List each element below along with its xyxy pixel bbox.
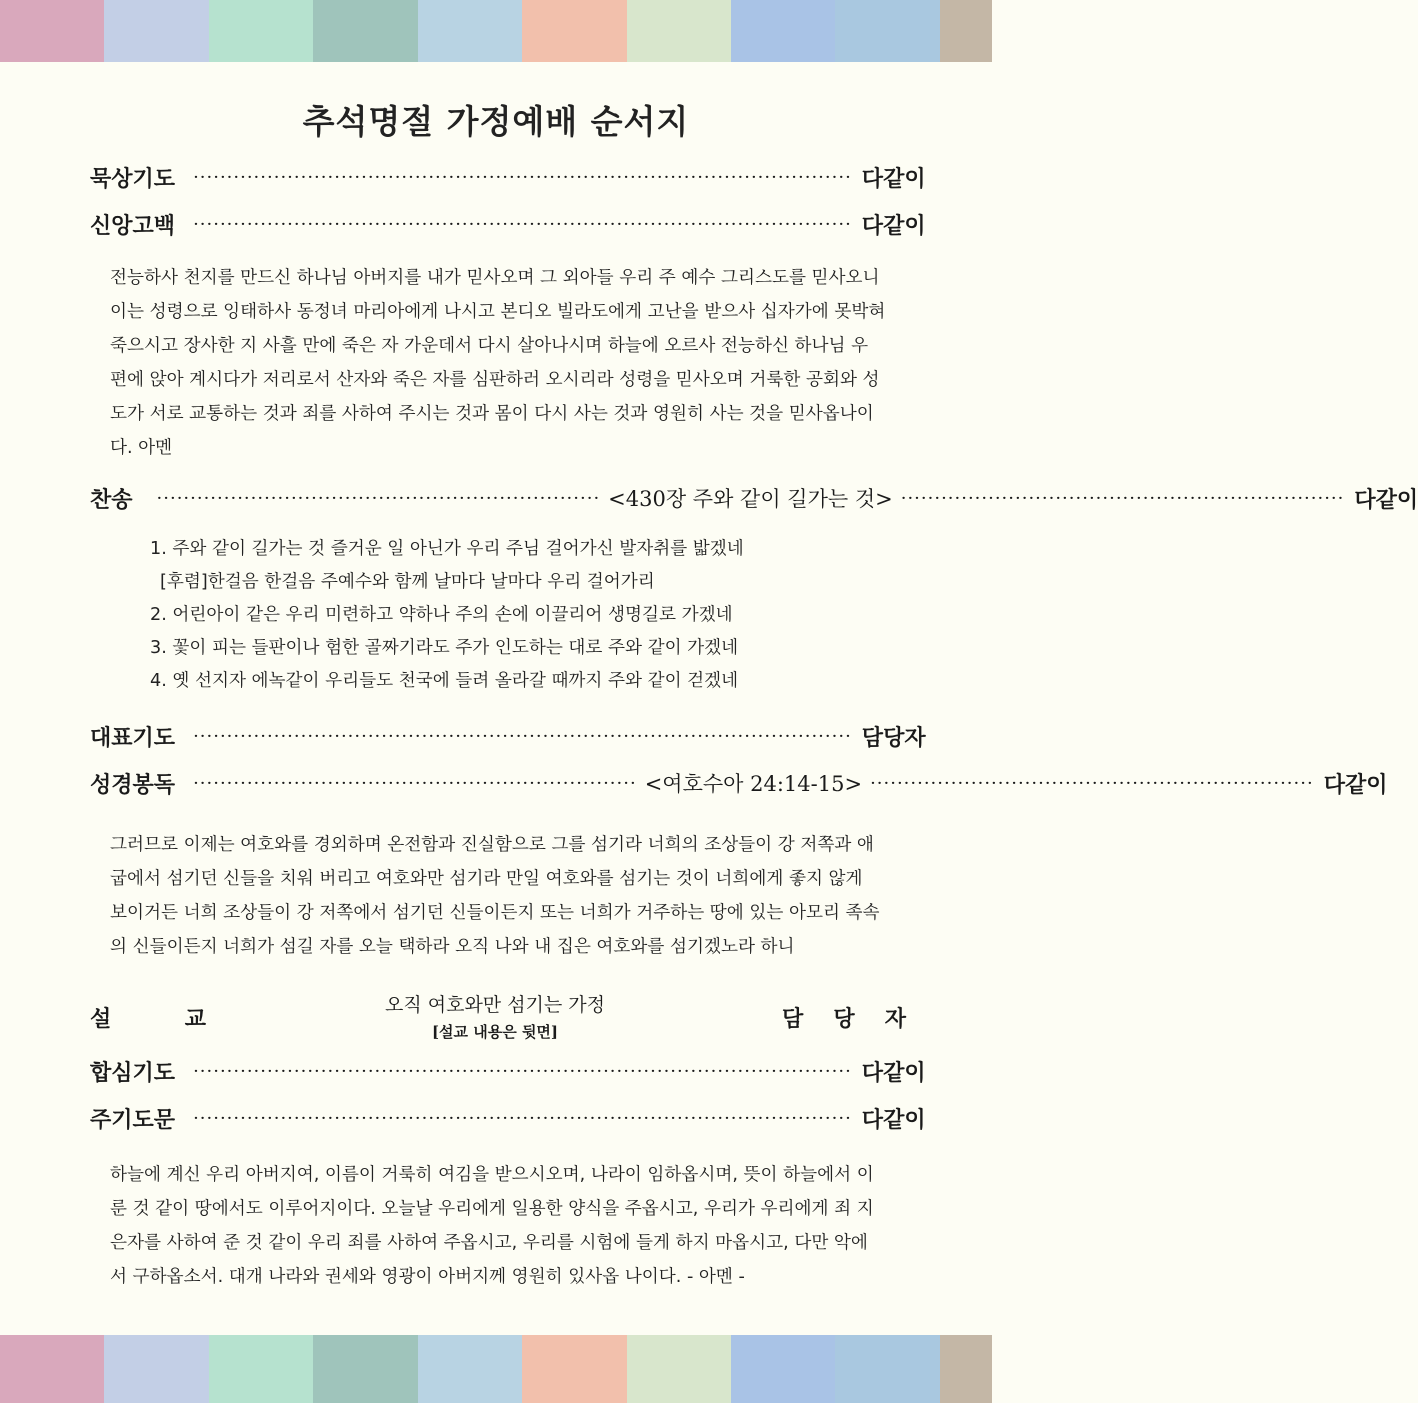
text-segment: 담 (782, 1005, 804, 1032)
leader-dots: ·································································································· (193, 1060, 852, 1082)
text-segment: 백 (153, 212, 176, 239)
text-segment: 심 (111, 1059, 133, 1086)
text-segment: 하늘에 계신 우리 아버지여, 이름이 거룩히 여김을 받으시오며, 나라이 임하옵시며, 뜻이 하늘에서 이 (110, 1165, 874, 1185)
row-performer (862, 209, 926, 240)
band-swatch (104, 1335, 208, 1403)
text-segment: 독 (153, 771, 176, 798)
band-swatch (522, 0, 626, 62)
row-label (90, 1056, 183, 1087)
text-segment: 2. 어린아이 같은 우리 미련하고 약하나 주의 손에 이끌리어 생명길로 가겠네 (150, 605, 733, 625)
text-segment: 같 (883, 1106, 905, 1133)
text-segment: 1. 주와 같이 길가는 것 즐거운 일 아닌가 우리 주님 걸어가신 발자취를 밟겠네 (150, 539, 744, 559)
text-segment: 기 (132, 1059, 154, 1086)
band-swatch (209, 0, 313, 62)
scripture-text (110, 828, 888, 964)
row-performer (1324, 768, 1388, 799)
text-segment: 죽으시고 장사한 지 사흘 만에 죽은 자 가운데서 다시 살아나시며 하늘에 오르사 전능하신 하나님 우 (110, 336, 869, 356)
lords-prayer-text (110, 1158, 888, 1294)
text-segment: 룬 것 같이 땅에서도 이루어지이다. 오늘날 우리에게 일용한 양식을 주옵시고, 우리가 우리에게 죄 지 (110, 1199, 874, 1219)
text-segment: 같 (883, 165, 905, 192)
band-swatch (940, 0, 992, 62)
band-swatch (731, 0, 835, 62)
text-segment: 편에 앉아 계시다가 저리로서 산자와 죽은 자를 심판하러 오시리라 성령을 믿사오며 거룩한 공회와 성 (110, 370, 880, 390)
band-swatch (522, 1335, 626, 1403)
page-title: 추석명절 가정예배 순서지 (302, 102, 690, 141)
text-segment: 상 (111, 165, 133, 192)
top-color-band (0, 0, 992, 62)
text-segment: 도 (153, 1059, 176, 1086)
order-row-unison-prayer (90, 1054, 926, 1088)
order-row-lords-prayer (90, 1101, 926, 1135)
order-row-creed (90, 207, 926, 241)
text-segment: 봉 (132, 771, 154, 798)
text-segment: 고 (132, 212, 154, 239)
band-swatch (731, 1335, 835, 1403)
text-segment: 신 (90, 212, 112, 239)
text-segment: 기 (132, 724, 154, 751)
bottom-color-band (0, 1335, 992, 1403)
band-swatch (940, 1335, 992, 1403)
leader-dots: ·································································································· (193, 213, 852, 235)
text-segment: 송 (111, 486, 133, 513)
text-segment: 찬 (90, 486, 112, 513)
text-segment: 같 (1375, 486, 1397, 513)
text-segment: 의 신들이든지 너희가 섬길 자를 오늘 택하라 오직 나와 내 집은 여호와를 섬기겠노라 하니 (110, 937, 795, 957)
text-segment: 이는 성령으로 잉태하사 동정녀 마리아에게 나시고 본디오 빌라도에게 고난을 받으사 십자가에 못박혀 (110, 302, 886, 322)
text-segment: 이 (1396, 486, 1418, 513)
hymn-lyrics (150, 533, 850, 698)
text-segment: 다 (1354, 486, 1376, 513)
band-swatch (835, 0, 939, 62)
text-segment: [후렴]한걸음 한걸음 주예수와 함께 날마다 날마다 우리 걸어가리 (160, 572, 655, 592)
band-swatch (0, 0, 104, 62)
row-performer (862, 162, 926, 193)
row-performer (782, 1002, 906, 1033)
text-segment: 도 (153, 165, 176, 192)
row-label (90, 768, 183, 799)
text-segment: 대 (90, 724, 112, 751)
text-segment: 앙 (111, 212, 133, 239)
order-row-hymn (90, 481, 1418, 515)
band-swatch (104, 0, 208, 62)
band-swatch (418, 1335, 522, 1403)
text-segment: 이 (904, 1059, 926, 1086)
text-segment: 굽에서 섬기던 신들을 치워 버리고 여호와만 섬기라 만일 여호와를 섬기는 것이 너희에게 좋지 않게 (110, 869, 863, 889)
text-segment: 전능하사 천지를 만드신 하나님 아버지를 내가 믿사오며 그 외아들 우리 주 예수 그리스도를 믿사오니 (110, 268, 880, 288)
band-swatch (627, 1335, 731, 1403)
text-segment: 다 (861, 1106, 884, 1133)
text-segment: 묵 (90, 165, 112, 192)
row-performer (862, 1056, 926, 1087)
sermon-note: [설교 내용은 뒷면] (431, 1023, 559, 1041)
text-segment: 문 (153, 1106, 176, 1133)
text-segment: 다 (861, 165, 884, 192)
text-segment: 3. 꽃이 피는 들판이나 험한 골짜기라도 주가 인도하는 대로 주와 같이 가겠네 (150, 638, 739, 658)
row-label (90, 483, 147, 514)
text-segment: 당 (833, 1005, 855, 1032)
text-segment: 이 (904, 1106, 926, 1133)
row-label (90, 209, 183, 240)
text-segment: 표 (111, 724, 133, 751)
text-segment: 자 (904, 724, 926, 751)
text-segment: 기 (111, 1106, 133, 1133)
row-performer (862, 721, 926, 752)
leader-dots: ·································································································· (193, 1107, 852, 1129)
leader-dots: ·································································· (193, 772, 637, 794)
text-segment: 자 (884, 1005, 906, 1032)
text-segment: 같 (883, 212, 905, 239)
text-segment: 도가 서로 교통하는 것과 죄를 사하여 주시는 것과 몸이 다시 사는 것과 영원히 사는 것을 믿사옵나이 (110, 404, 874, 424)
text-segment: 성 (90, 771, 112, 798)
text-segment: 기 (132, 165, 154, 192)
row-label (90, 162, 183, 193)
band-swatch (835, 1335, 939, 1403)
leader-dots: ·································································· (156, 487, 601, 509)
leader-dots: ·································································· (900, 487, 1345, 509)
text-segment: 이 (1366, 771, 1388, 798)
text-segment: 보이거든 너희 조상들이 강 저쪽에서 섬기던 신들이든지 또는 너희가 거주하는 땅에 있는 아모리 족속 (110, 903, 880, 923)
order-row-scripture (90, 766, 1388, 800)
order-row-prayer (90, 719, 926, 753)
row-performer (1354, 483, 1418, 514)
text-segment: 그러므로 이제는 여호와를 경외하며 온전함과 진실함으로 그를 섬기라 너희의 조상들이 강 저쪽과 애 (110, 835, 874, 855)
order-row-meditation (90, 160, 926, 194)
hymn-title: <430장 주와 같이 길가는 것> (608, 487, 893, 511)
text-segment: 다. 아멘 (110, 438, 173, 458)
row-label (90, 721, 183, 752)
row-performer (862, 1103, 926, 1134)
text-segment: 다 (1323, 771, 1345, 798)
text-segment: 같 (1344, 771, 1367, 798)
text-segment: 도 (153, 724, 176, 751)
text-segment: 경 (111, 771, 133, 798)
band-swatch (209, 1335, 313, 1403)
text-segment: 다 (861, 1059, 884, 1086)
leader-dots: ·································································································· (193, 166, 852, 188)
text-segment: 은자를 사하여 준 것 같이 우리 죄를 사하여 주옵시고, 우리를 시험에 들게 하지 마옵시고, 다만 악에 (110, 1233, 868, 1253)
text-segment: 교 (184, 1005, 206, 1032)
scripture-reference: <여호수아 24:14-15> (644, 772, 863, 796)
sermon-title: 오직 여호와만 섬기는 가정 (384, 994, 605, 1016)
text-segment: 이 (904, 165, 926, 192)
leader-dots: ·································································································· (193, 725, 852, 747)
leader-dots: ·································································· (870, 772, 1314, 794)
band-swatch (0, 1335, 104, 1403)
text-segment: 설 (90, 1005, 112, 1032)
text-segment: 당 (883, 724, 905, 751)
text-segment: 합 (90, 1059, 112, 1086)
text-segment: 서 구하옵소서. 대개 나라와 권세와 영광이 아버지께 영원히 있사옵 나이다. - 아멘 - (110, 1267, 745, 1287)
text-segment: 이 (904, 212, 926, 239)
creed-text (110, 261, 888, 465)
text-segment: 담 (861, 724, 884, 751)
row-label (90, 1103, 183, 1134)
band-swatch (313, 0, 417, 62)
text-segment: 도 (132, 1106, 154, 1133)
text-segment: 4. 옛 선지자 에녹같이 우리들도 천국에 들려 올라갈 때까지 주와 같이 걷겠네 (150, 671, 739, 691)
text-segment: 주 (90, 1106, 112, 1133)
band-swatch (627, 0, 731, 62)
text-segment: 다 (861, 212, 884, 239)
row-label (90, 1002, 220, 1033)
band-swatch (313, 1335, 417, 1403)
band-swatch (418, 0, 522, 62)
text-segment: 같 (883, 1059, 905, 1086)
